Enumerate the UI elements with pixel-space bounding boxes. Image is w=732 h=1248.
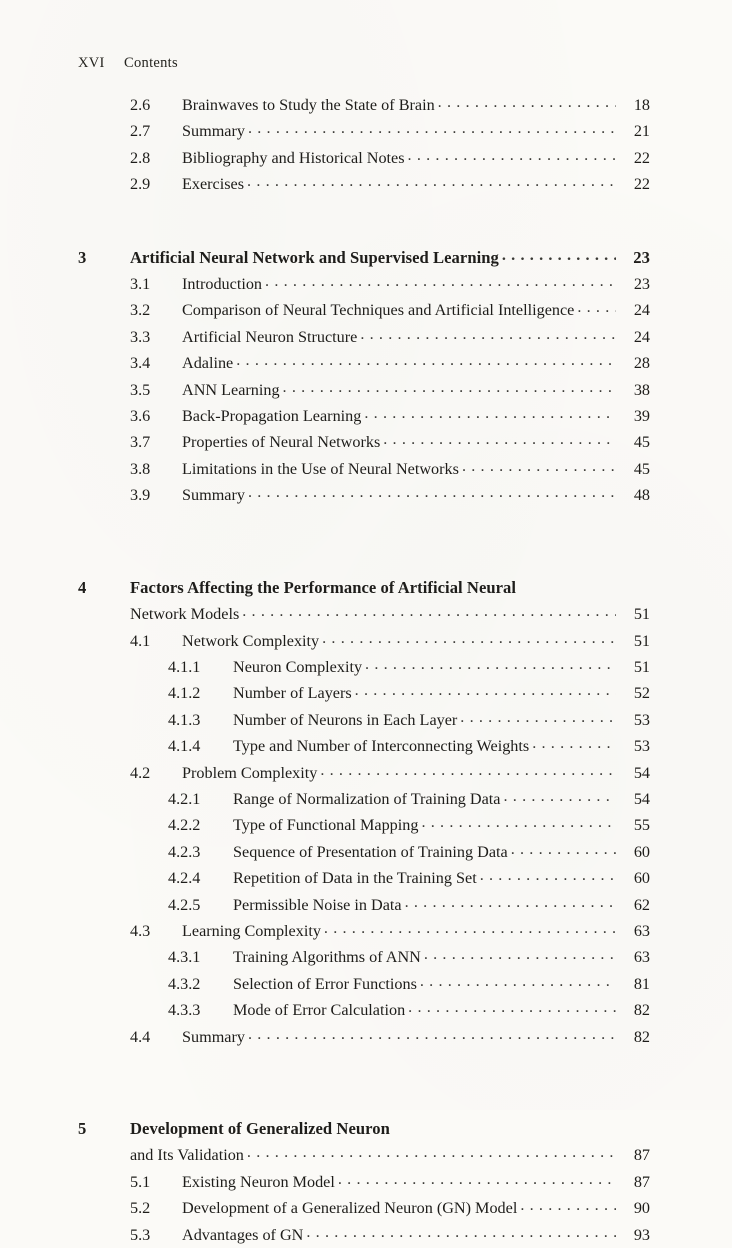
toc-entry-number: 4.2 [130, 763, 151, 782]
toc-entry-number: 3.1 [130, 275, 151, 294]
toc-entry-number: 4.4 [130, 1027, 151, 1046]
toc-entry-page-number[interactable]: 63 [633, 921, 650, 940]
toc-entry-title: Development of Generalized Neuron [130, 1119, 390, 1138]
toc-entry-number: 4.1 [130, 631, 151, 650]
toc-entry-page-number[interactable]: 90 [633, 1199, 650, 1218]
toc-entry-number: 4.3 [130, 921, 151, 940]
toc-entry-page-number[interactable]: 45 [633, 433, 650, 452]
toc-entry-page-number[interactable]: 55 [633, 816, 650, 835]
toc-dot-leader [421, 809, 616, 835]
toc-entry-number: 4.2.5 [168, 895, 201, 914]
toc-entry-title: Advantages of GN [182, 1225, 304, 1244]
running-head-label: Contents [124, 55, 178, 71]
toc-entry-title: Summary [182, 1027, 245, 1046]
toc-dot-leader [248, 115, 616, 141]
toc-entry-page-number[interactable]: 48 [633, 486, 650, 505]
toc-entry-title: Limitations in the Use of Neural Networks [182, 459, 459, 478]
toc-entry-number: 4.2.2 [168, 816, 201, 835]
toc-entry-page-number[interactable]: 18 [633, 96, 650, 114]
toc-entry-title: Development of a Generalized Neuron (GN) Model [182, 1199, 518, 1218]
toc-dot-leader [480, 862, 616, 888]
toc-entry-number: 5.1 [130, 1172, 151, 1191]
toc-entry-number: 3.6 [130, 407, 151, 426]
toc-entry-page-number[interactable]: 24 [633, 327, 650, 346]
toc-entry-title: Learning Complexity [182, 921, 321, 940]
toc-entry-5.3[interactable] [78, 1222, 650, 1248]
toc-entry-title: Properties of Neural Networks [182, 433, 381, 452]
toc-dot-leader [511, 836, 616, 862]
toc-entry-title: Exercises [182, 175, 245, 194]
toc-entry-title: Number of Layers [233, 684, 352, 703]
toc-entry-page-number[interactable]: 53 [633, 710, 650, 729]
toc-entry-page-number[interactable]: 62 [633, 895, 650, 914]
toc-entry-number: 5.2 [130, 1199, 151, 1218]
toc-entry-title: Selection of Error Functions [233, 974, 417, 993]
toc-entry-2.9[interactable] [78, 171, 650, 197]
toc-entry-title: Permissible Noise in Data [233, 895, 402, 914]
toc-entry-page-number[interactable]: 93 [633, 1225, 650, 1244]
toc-dot-leader [502, 242, 616, 268]
toc-entry-3.9[interactable] [78, 482, 650, 508]
toc-entry-page-number[interactable]: 54 [633, 789, 650, 808]
toc-entry-title: Range of Normalization of Training Data [233, 789, 501, 808]
toc-entry-page-number[interactable]: 53 [633, 737, 650, 756]
toc-dot-leader [355, 677, 616, 703]
running-head [78, 55, 178, 72]
toc-dot-leader [408, 142, 616, 168]
toc-entry-page-number[interactable]: 51 [633, 657, 650, 676]
toc-entry-number: 2.9 [130, 175, 151, 194]
toc-entry-title: Introduction [182, 275, 263, 294]
toc-entry-number: 2.6 [130, 96, 151, 114]
toc-entry-title: Repetition of Data in the Training Set [233, 869, 477, 888]
toc-entry-title: Network Models [130, 605, 240, 624]
toc-dot-leader [460, 704, 616, 730]
toc-entry-number: 4.3.2 [168, 974, 201, 993]
block-spacer [78, 1050, 650, 1116]
toc-dot-leader [320, 757, 616, 783]
toc-entry-number: 5.3 [130, 1225, 151, 1244]
toc-entry-title: Artificial Neural Network and Supervised Learning [130, 247, 499, 267]
toc-entry-page-number[interactable]: 51 [633, 631, 650, 650]
toc-entry-title: ANN Learning [182, 380, 280, 399]
toc-entry-number: 5 [78, 1119, 87, 1138]
toc-entry-page-number[interactable]: 63 [633, 948, 650, 967]
toc-entry-title: Training Algorithms of ANN [233, 948, 421, 967]
toc-entry-page-number[interactable]: 82 [633, 1001, 650, 1020]
toc-entry-number: 3.8 [130, 459, 151, 478]
toc-entry-4.4[interactable] [78, 1024, 650, 1050]
page-folio-number: XVI [78, 55, 105, 71]
toc-dot-leader [405, 889, 616, 915]
toc-entry-page-number[interactable]: 21 [633, 122, 650, 141]
toc-dot-leader [462, 453, 616, 479]
table-of-contents [78, 92, 650, 1248]
toc-entry-number: 3.4 [130, 354, 151, 373]
toc-entry-title: Problem Complexity [182, 763, 318, 782]
toc-entry-title: Factors Affecting the Performance of Artificial Neural [130, 577, 517, 597]
toc-dot-leader [265, 268, 616, 294]
toc-entry-number: 4.3.1 [168, 948, 201, 967]
toc-entry-title: Type and Number of Interconnecting Weights [233, 737, 530, 756]
toc-entry-number: 3.3 [130, 327, 151, 346]
toc-entry-page-number[interactable]: 82 [633, 1027, 650, 1046]
toc-dot-leader [306, 1219, 616, 1245]
toc-entry-title: Brainwaves to Study the State of Brain [182, 96, 435, 114]
toc-entry-title: Type of Functional Mapping [233, 816, 419, 835]
toc-entry-title: Number of Neurons in Each Layer [233, 710, 458, 729]
toc-entry-number: 2.7 [130, 122, 151, 141]
toc-dot-leader [438, 89, 616, 115]
toc-entry-page-number[interactable]: 22 [633, 148, 650, 167]
toc-entry-title: Summary [182, 486, 245, 505]
toc-dot-leader [247, 168, 616, 194]
toc-entry-title: Back-Propagation Learning [182, 407, 362, 426]
toc-entry-number: 3 [78, 247, 87, 267]
toc-entry-page-number[interactable]: 60 [633, 869, 650, 888]
toc-entry-number: 3.2 [130, 301, 151, 320]
toc-dot-leader [322, 625, 616, 651]
toc-entry-number: 4.1.2 [168, 684, 201, 703]
toc-dot-leader [364, 400, 616, 426]
toc-entry-page-number[interactable]: 24 [633, 301, 650, 320]
toc-entry-title: Existing Neuron Model [182, 1172, 335, 1191]
toc-entry-page-number[interactable]: 52 [633, 684, 650, 703]
toc-dot-leader [408, 994, 616, 1020]
toc-dot-leader [424, 941, 616, 967]
toc-entry-number: 4.3.3 [168, 1001, 201, 1020]
toc-entry-page-number[interactable]: 22 [633, 175, 650, 194]
toc-entry-number: 4.2.3 [168, 842, 201, 861]
toc-dot-leader [338, 1166, 616, 1192]
toc-entry-number: 3.7 [130, 433, 151, 452]
toc-dot-leader [360, 321, 616, 347]
block-spacer [78, 198, 650, 245]
toc-dot-leader [365, 651, 616, 677]
toc-dot-leader [532, 730, 616, 756]
toc-dot-leader [248, 479, 616, 505]
toc-entry-title: Comparison of Neural Techniques and Artificial Intelligence [182, 301, 575, 320]
toc-entry-page-number[interactable]: 60 [633, 842, 650, 861]
toc-entry-number: 3.5 [130, 380, 151, 399]
toc-entry-title: Bibliography and Historical Notes [182, 148, 405, 167]
toc-entry-title: Mode of Error Calculation [233, 1001, 406, 1020]
toc-entry-title: Neuron Complexity [233, 657, 363, 676]
toc-entry-page-number[interactable]: 28 [633, 354, 650, 373]
toc-entry-page-number[interactable]: 45 [633, 459, 650, 478]
toc-entry-number: 4 [78, 577, 87, 597]
toc-dot-leader [236, 347, 616, 373]
toc-entry-title: Summary [182, 122, 245, 141]
toc-dot-leader [242, 598, 616, 624]
toc-entry-number: 4.2.4 [168, 869, 201, 888]
toc-entry-page-number[interactable]: 87 [633, 1146, 650, 1165]
toc-dot-leader [248, 1021, 616, 1047]
toc-entry-number: 4.1.3 [168, 710, 201, 729]
toc-entry-page-number[interactable]: 81 [633, 974, 650, 993]
toc-entry-number: 4.1.1 [168, 657, 201, 676]
toc-entry-number: 3.9 [130, 486, 151, 505]
toc-dot-leader [283, 374, 616, 400]
toc-entry-page-number[interactable]: 87 [633, 1172, 650, 1191]
toc-entry-number: 4.2.1 [168, 789, 201, 808]
toc-dot-leader [520, 1192, 616, 1218]
toc-dot-leader [383, 426, 616, 452]
toc-entry-page-number[interactable]: 39 [633, 407, 650, 426]
toc-entry-title: Artificial Neuron Structure [182, 327, 358, 346]
toc-entry-title: Network Complexity [182, 631, 320, 650]
toc-dot-leader [247, 1139, 616, 1165]
toc-dot-leader [324, 915, 616, 941]
toc-entry-page-number[interactable]: 54 [633, 763, 650, 782]
block-spacer [78, 509, 650, 575]
toc-dot-leader [577, 294, 616, 320]
toc-entry-title: Sequence of Presentation of Training Data [233, 842, 508, 861]
toc-entry-page-number[interactable]: 51 [633, 605, 650, 624]
toc-entry-number: 4.1.4 [168, 737, 201, 756]
toc-dot-leader [504, 783, 617, 809]
toc-entry-3.1[interactable] [78, 271, 650, 297]
toc-entry-page-number[interactable]: 38 [633, 380, 650, 399]
toc-entry-title: Adaline [182, 354, 234, 373]
toc-dot-leader [420, 968, 616, 994]
toc-entry-title: and Its Validation [130, 1146, 244, 1165]
toc-entry-page-number[interactable]: 23 [633, 247, 650, 267]
toc-entry-number: 2.8 [130, 148, 151, 167]
toc-entry-page-number[interactable]: 23 [633, 275, 650, 294]
